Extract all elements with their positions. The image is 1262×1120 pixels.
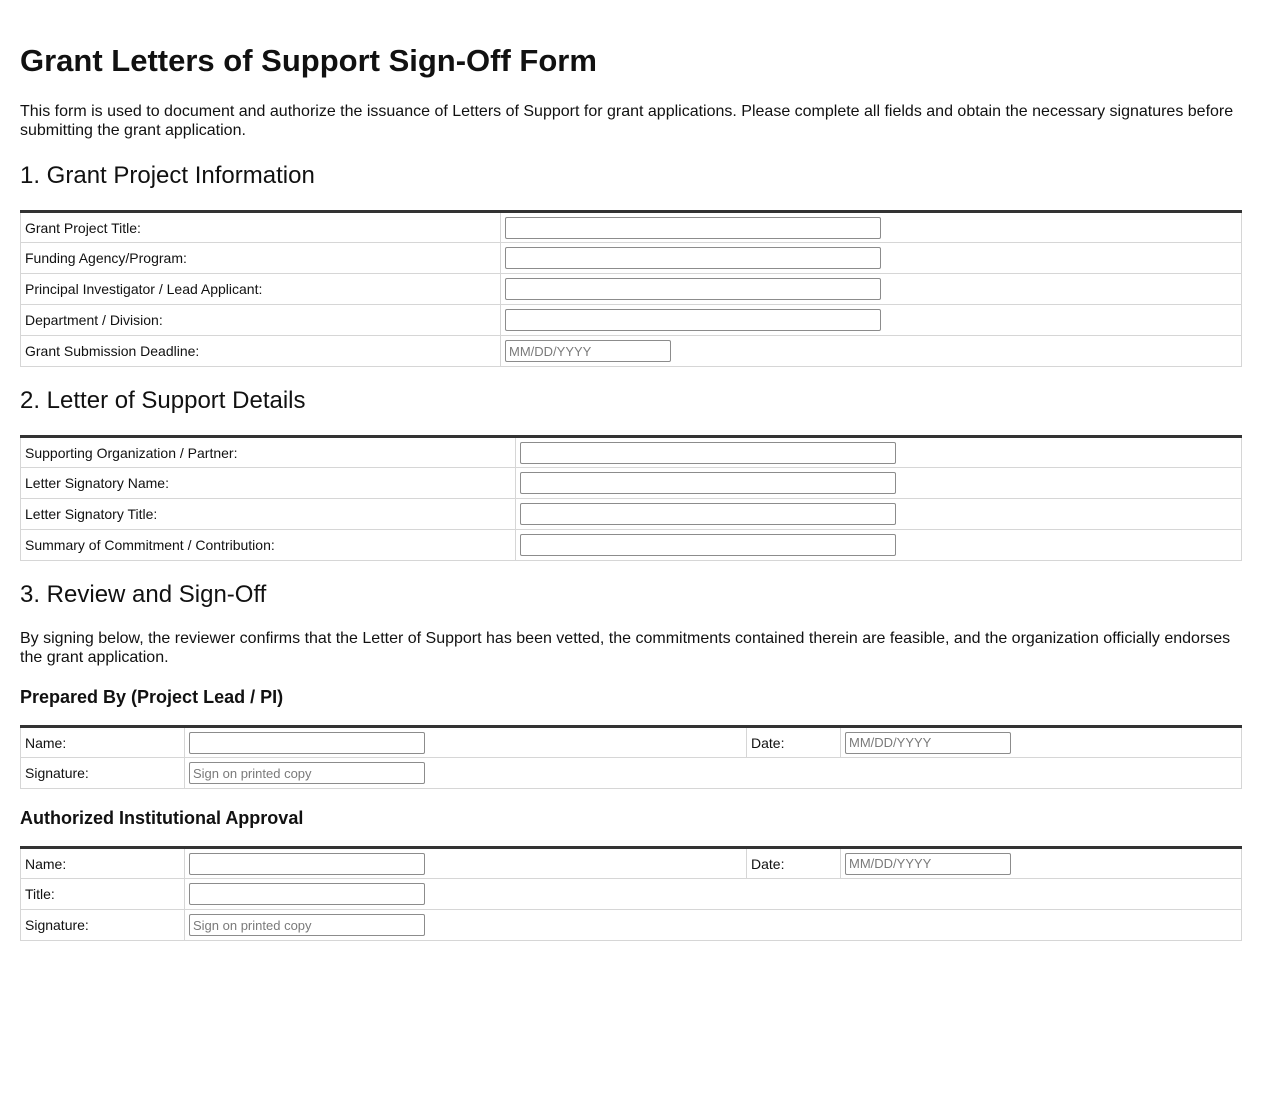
commitment-summary-label: Summary of Commitment / Contribution:	[21, 530, 516, 561]
principal-investigator-label: Principal Investigator / Lead Applicant:	[21, 274, 501, 305]
letter-of-support-table	[20, 435, 1242, 561]
table-row	[21, 910, 1242, 941]
funding-agency-input[interactable]	[505, 247, 881, 269]
table-row	[21, 437, 1242, 468]
submission-deadline-label: Grant Submission Deadline:	[21, 336, 501, 367]
approval-name-input[interactable]	[189, 853, 425, 875]
grant-project-table	[20, 210, 1242, 367]
approval-title-label: Title:	[21, 879, 185, 910]
signatory-title-label: Letter Signatory Title:	[21, 499, 516, 530]
approval-date-input[interactable]	[845, 853, 1011, 875]
prepared-name-label: Name:	[21, 727, 185, 758]
table-row	[21, 305, 1242, 336]
department-input[interactable]	[505, 309, 881, 331]
prepared-date-input[interactable]	[845, 732, 1011, 754]
principal-investigator-input[interactable]	[505, 278, 881, 300]
section-2-heading: 2. Letter of Support Details	[20, 387, 306, 414]
department-label: Department / Division:	[21, 305, 501, 336]
table-row	[21, 468, 1242, 499]
signatory-title-input[interactable]	[520, 503, 896, 525]
table-row	[21, 212, 1242, 243]
prepared-signature-label: Signature:	[21, 758, 185, 789]
intro-text: This form is used to document and authorize the issuance of Letters of Support for grant applications. Please complete all fields and obtain the necessary signatures before submitting the grant application.	[20, 103, 1234, 139]
table-row	[21, 727, 1242, 758]
table-row	[21, 879, 1242, 910]
submission-deadline-input[interactable]	[505, 340, 671, 362]
table-row	[21, 274, 1242, 305]
table-row	[21, 530, 1242, 561]
approval-signature-input[interactable]	[189, 914, 425, 936]
table-row	[21, 499, 1242, 530]
approval-signature-label: Signature:	[21, 910, 185, 941]
table-row	[21, 758, 1242, 789]
prepared-name-input[interactable]	[189, 732, 425, 754]
supporting-organization-label: Supporting Organization / Partner:	[21, 437, 516, 468]
section-1-heading: 1. Grant Project Information	[20, 162, 315, 189]
signatory-name-label: Letter Signatory Name:	[21, 468, 516, 499]
prepared-signature-input[interactable]	[189, 762, 425, 784]
prepared-by-heading: Prepared By (Project Lead / PI)	[20, 687, 284, 707]
table-row	[21, 243, 1242, 274]
approval-table	[20, 846, 1242, 941]
page-title: Grant Letters of Support Sign-Off Form	[20, 43, 597, 78]
funding-agency-label: Funding Agency/Program:	[21, 243, 501, 274]
section-3-heading: 3. Review and Sign-Off	[20, 581, 267, 608]
prepared-by-table	[20, 725, 1242, 789]
grant-project-title-label: Grant Project Title:	[21, 212, 501, 243]
grant-project-title-input[interactable]	[505, 217, 881, 239]
approval-date-label: Date:	[747, 848, 841, 879]
commitment-summary-input[interactable]	[520, 534, 896, 556]
table-row	[21, 336, 1242, 367]
prepared-date-label: Date:	[747, 727, 841, 758]
review-description: By signing below, the reviewer confirms that the Letter of Support has been vetted, the commitments contained therein are feasible, and the organization officially endorses the grant application.	[20, 630, 1231, 666]
supporting-organization-input[interactable]	[520, 442, 896, 464]
signatory-name-input[interactable]	[520, 472, 896, 494]
approval-title-input[interactable]	[189, 883, 425, 905]
table-row	[21, 848, 1242, 879]
approval-name-label: Name:	[21, 848, 185, 879]
approval-heading: Authorized Institutional Approval	[20, 808, 304, 828]
